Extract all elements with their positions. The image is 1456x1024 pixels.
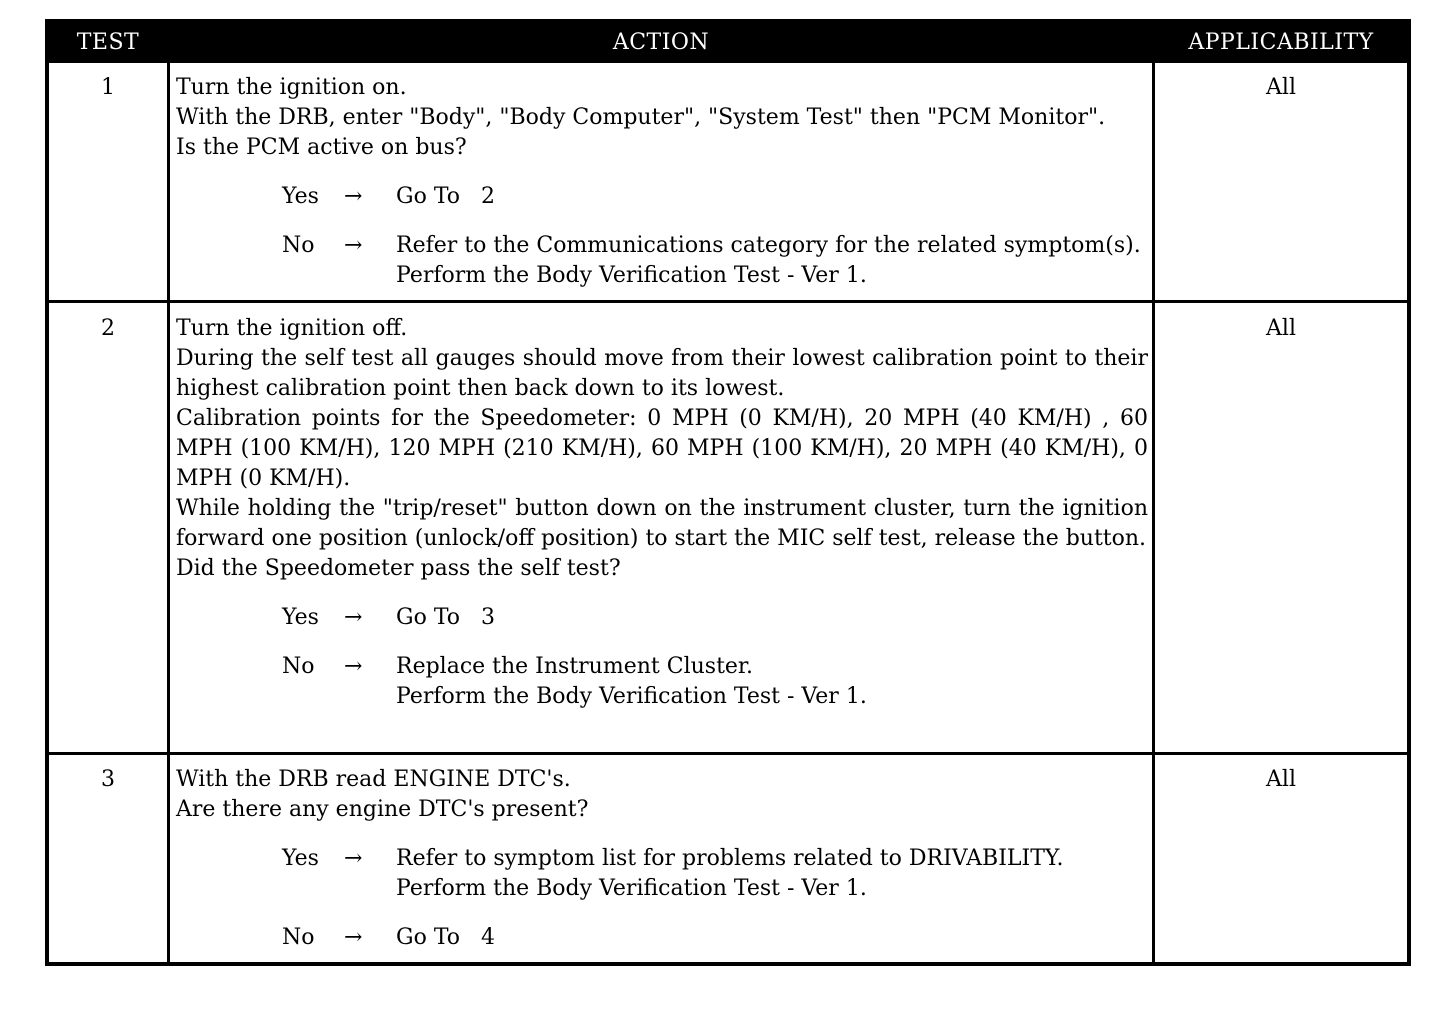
diagnostic-test-table xyxy=(45,19,1411,966)
branch-result: Go To 3 xyxy=(396,605,495,630)
yes-branch xyxy=(176,603,1148,633)
applicability-cell: All xyxy=(1266,75,1296,100)
column-divider xyxy=(1152,63,1155,962)
test-number: 2 xyxy=(101,316,115,341)
test-number: 3 xyxy=(101,767,115,792)
arrow-icon: → xyxy=(344,654,363,679)
no-label: No xyxy=(282,233,315,258)
branch-result: Perform the Body Verification Test - Ver 1. xyxy=(396,684,867,709)
action-cell xyxy=(176,765,1148,953)
branch-result: Replace the Instrument Cluster. xyxy=(396,654,754,679)
row-divider xyxy=(49,300,1407,303)
no-branch xyxy=(176,923,1148,953)
header-action: ACTION xyxy=(612,30,710,55)
no-label: No xyxy=(282,925,315,950)
yes-label: Yes xyxy=(282,184,319,209)
branch-result: Go To 2 xyxy=(396,184,495,209)
arrow-icon: → xyxy=(344,184,363,209)
branch-result: Perform the Body Verification Test - Ver 1. xyxy=(396,876,867,901)
action-line: Turn the ignition off. xyxy=(176,316,408,341)
yes-branch xyxy=(176,844,1148,904)
action-line: With the DRB, enter "Body", "Body Computer", "System Test" then "PCM Monitor". xyxy=(176,105,1106,130)
applicability-cell: All xyxy=(1266,316,1296,341)
action-cell xyxy=(176,73,1148,291)
branch-result: Refer to the Communications category for the related symptom(s). xyxy=(396,233,1141,258)
action-line: Did the Speedometer pass the self test? xyxy=(176,556,621,581)
header-test: TEST xyxy=(76,30,140,55)
branch-result: Refer to symptom list for problems related to DRIVABILITY. xyxy=(396,846,1064,871)
action-line: Is the PCM active on bus? xyxy=(176,135,467,160)
branch-result: Go To 4 xyxy=(396,925,495,950)
header-applicability: APPLICABILITY xyxy=(1188,30,1374,55)
action-cell xyxy=(176,314,1148,712)
column-divider xyxy=(167,63,170,962)
no-branch xyxy=(176,652,1148,712)
yes-label: Yes xyxy=(282,846,319,871)
action-line: Calibration points for the Speedometer: 0 MPH (0 KM/H), 20 MPH (40 KM/H) , 60 MPH (100 KM/H), 120 MPH (210 KM/H), 60 MPH (100 KM/H), 20 MPH (40 KM/H), 0 MPH (0 KM/H). xyxy=(176,406,1148,491)
action-line: Turn the ignition on. xyxy=(176,75,407,100)
arrow-icon: → xyxy=(344,605,363,630)
arrow-icon: → xyxy=(344,846,363,871)
no-branch xyxy=(176,231,1148,291)
branch-result: Perform the Body Verification Test - Ver 1. xyxy=(396,263,867,288)
yes-branch xyxy=(176,182,1148,212)
yes-label: Yes xyxy=(282,605,319,630)
action-line: While holding the "trip/reset" button down on the instrument cluster, turn the ignition forward one position (unlock/off position) to start the MIC self test, release the button. xyxy=(176,496,1148,551)
no-label: No xyxy=(282,654,315,679)
arrow-icon: → xyxy=(344,925,363,950)
row-divider xyxy=(49,752,1407,755)
arrow-icon: → xyxy=(344,233,363,258)
action-line: With the DRB read ENGINE DTC's. xyxy=(176,767,571,792)
action-line: During the self test all gauges should move from their lowest calibration point to their highest calibration point then back down to its lowest. xyxy=(176,346,1148,401)
applicability-cell: All xyxy=(1266,767,1296,792)
action-line: Are there any engine DTC's present? xyxy=(176,797,589,822)
test-number: 1 xyxy=(101,75,115,100)
table-header xyxy=(49,23,1407,63)
